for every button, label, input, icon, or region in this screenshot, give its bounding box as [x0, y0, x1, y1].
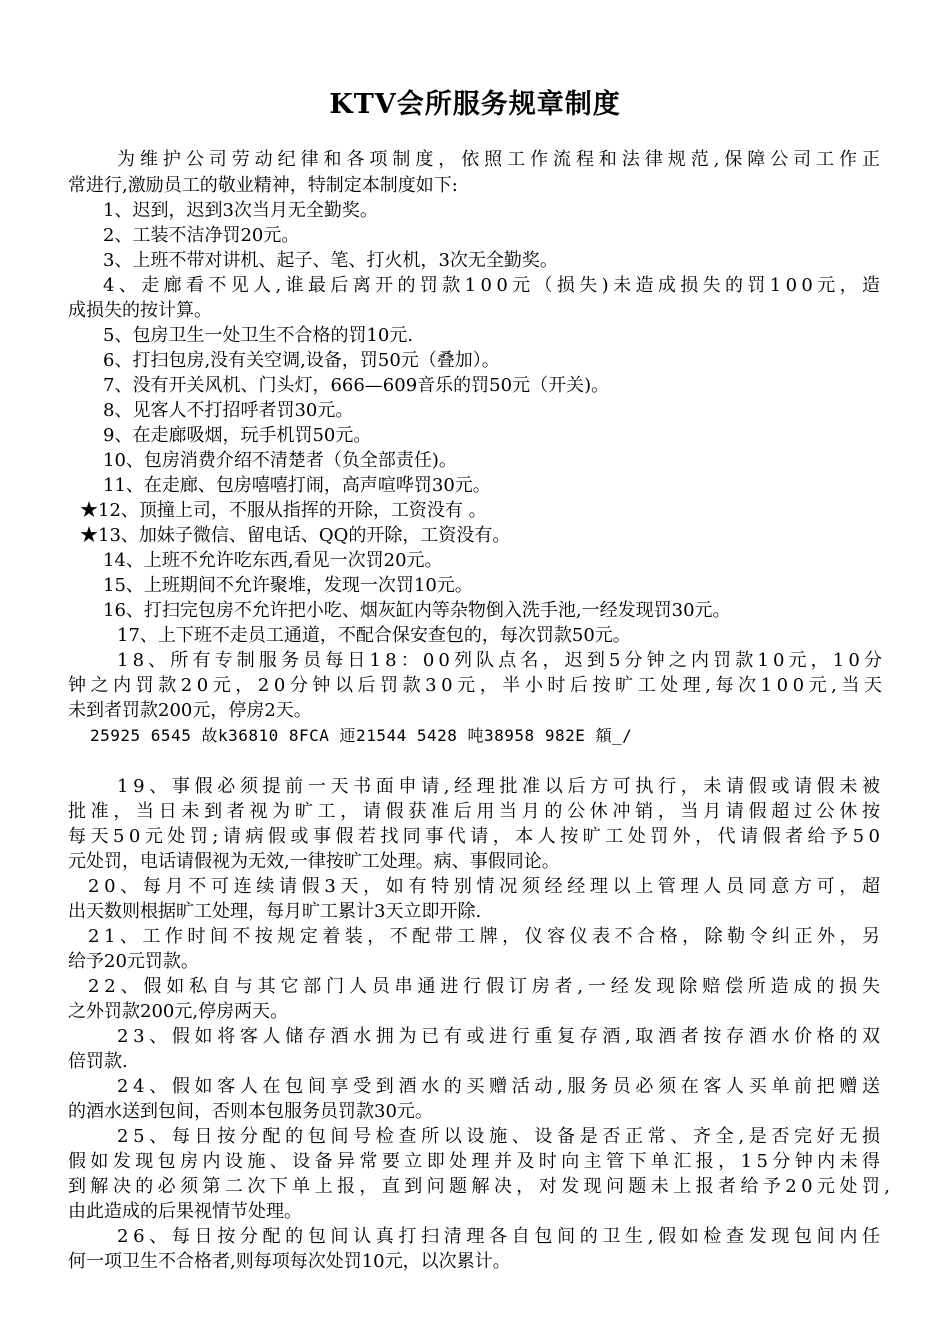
text-line: 出天数则根据旷工处理，每月旷工累计3天立即开除.: [68, 901, 482, 922]
text-line: 25、每日按分配的包间号检查所以设施、设备是否正常、齐全,是否完好无损: [117, 1126, 885, 1147]
code-line: 25925 6545 故k36810 8FCA 迊21544 5428 吨38958 982E 頯_/: [90, 726, 633, 745]
text-line: 的酒水送到包间，否则本包服务员罚款30元。: [68, 1101, 433, 1122]
text-line: ★13、加妹子微信、留电话、QQ的开除，工资没有。: [80, 525, 511, 546]
text-line: 未到者罚款200元，停房2天。: [68, 700, 312, 721]
text-line: 5、包房卫生一处卫生不合格的罚10元.: [103, 325, 414, 346]
text-line: 2、工装不洁净罚20元。: [103, 225, 300, 246]
text-line: 19、事假必须提前一天书面申请,经理批准以后方可执行，未请假或请假未被: [117, 776, 885, 797]
text-line: 17、上下班不走员工通道，不配合保安查包的，每次罚款50元。: [117, 625, 631, 646]
text-line: 21、工作时间不按规定着装，不配带工牌，仪容仪表不合格，除勒令纠正外，另: [88, 926, 885, 947]
text-line: 到解决的必须第二次下单上报，直到问题解决，对发现问题未上报者给予20元处罚,: [68, 1176, 895, 1197]
text-line: 16、打扫完包房不允许把小吃、烟灰缸内等杂物倒入洗手池,一经发现罚30元。: [103, 600, 731, 621]
text-line: 23、假如将客人储存酒水拥为已有或进行重复存酒,取酒者按存酒水价格的双: [117, 1026, 885, 1047]
text-line: 8、见客人不打招呼者罚30元。: [103, 400, 354, 421]
text-line: 给予20元罚款。: [68, 951, 199, 972]
text-line: 14、上班不允许吃东西,看见一次罚20元。: [103, 550, 443, 571]
text-line: 何一项卫生不合格者,则每项每次处罚10元，以次累计。: [68, 1251, 511, 1272]
text-line: 18、所有专制服务员每日18：00列队点名，迟到5分钟之内罚款10元，10分: [117, 650, 887, 671]
text-line: 20、每月不可连续请假3天，如有特别情况须经经理以上管理人员同意方可，超: [88, 876, 885, 897]
text-line: 每天50元处罚;请病假或事假若找同事代请，本人按旷工处罚外，代请假者给予50: [68, 826, 885, 847]
text-line: 批准，当日未到者视为旷工，请假获准后用当月的公休冲销，当月请假超过公休按: [68, 801, 885, 822]
text-line: 10、包房消费介绍不清楚者（负全部责任)。: [103, 450, 457, 471]
text-line: ★12、顶撞上司，不服从指挥的开除，工资没有 。: [80, 500, 487, 521]
text-line: 24、假如客人在包间享受到酒水的买赠活动,服务员必须在客人买单前把赠送: [117, 1076, 885, 1097]
text-line: 26、每日按分配的包间认真打扫清理各自包间的卫生,假如检查发现包间内任: [117, 1226, 885, 1247]
text-line: 常进行,激励员工的敬业精神，特制定本制度如下:: [68, 175, 458, 196]
text-line: 假如发现包房内设施、设备异常要立即处理并及时向主管下单汇报，15分钟内未得: [68, 1151, 885, 1172]
text-line: 4、走廊看不见人,谁最后离开的罚款100元（损失)未造成损失的罚100元，造: [103, 275, 885, 296]
text-line: 3、上班不带对讲机、起子、笔、打火机，3次无全勤奖。: [103, 250, 558, 271]
text-line: 7、没有开关风机、门头灯，666—609音乐的罚50元（开关)。: [103, 375, 610, 396]
text-line: 倍罚款.: [68, 1051, 128, 1072]
text-line: 成损失的按计算。: [68, 300, 212, 321]
text-line: 11、在走廊、包房嘻嘻打闹，高声喧哗罚30元。: [103, 475, 491, 496]
text-line: 6、打扫包房,没有关空调,设备，罚50元（叠加）。: [103, 350, 500, 371]
text-line: 为维护公司劳动纪律和各项制度，依照工作流程和法律规范,保障公司工作正: [117, 149, 885, 170]
text-line: 之外罚款200元,停房两天。: [68, 1001, 289, 1022]
text-line: 22、假如私自与其它部门人员串通进行假订房者,一经发现除赔偿所造成的损失: [88, 976, 885, 997]
text-line: 元处罚，电话请假视为无效,一律按旷工处理。病、事假同论。: [68, 851, 560, 872]
document-title: KTV会所服务规章制度: [329, 89, 621, 120]
text-line: 15、上班期间不允许聚堆，发现一次罚10元。: [103, 575, 473, 596]
text-line: 9、在走廊吸烟，玩手机罚50元。: [103, 425, 372, 446]
text-line: 钟之内罚款20元，20分钟以后罚款30元，半小时后按旷工处理,每次100元,当天: [68, 675, 887, 696]
text-line: 由此造成的后果视情节处理。: [68, 1201, 302, 1222]
text-line: 1、迟到，迟到3次当月无全勤奖。: [103, 200, 378, 221]
